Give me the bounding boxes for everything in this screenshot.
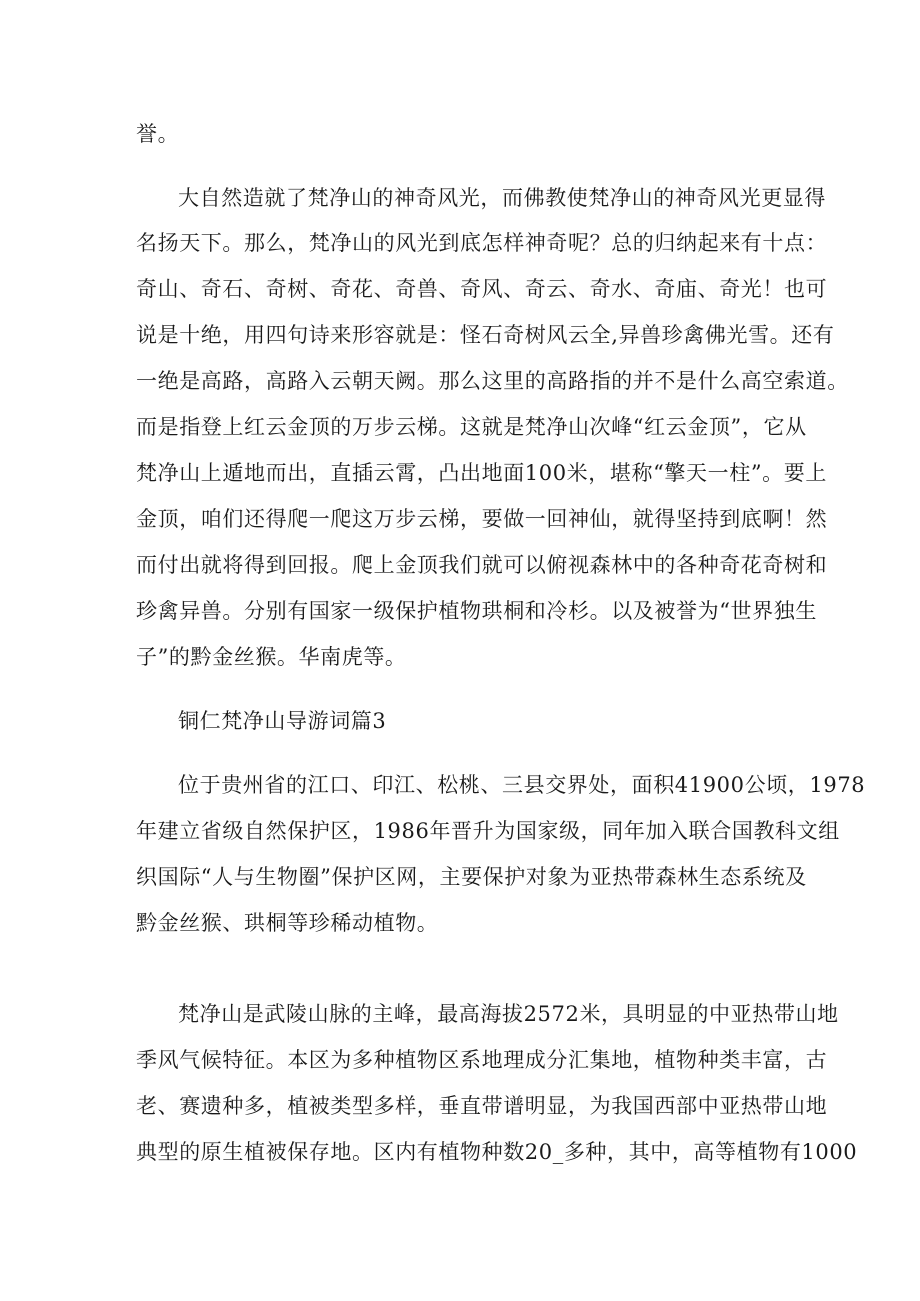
paragraph-2-line-11: 子”的黔金丝猴。华南虎等。 (136, 645, 407, 669)
paragraph-3-line-3: 织国际“人与生物圈”保护区网，主要保护对象为亚热带森林生态系统及 (136, 865, 807, 889)
paragraph-4-line-3: 老、赛遗种多，植被类型多样，垂直带谱明显，为我国西部中亚热带山地 (136, 1094, 828, 1118)
section-heading: 铜仁梵净山导游词篇3 (178, 709, 387, 733)
paragraph-2-line-10: 珍禽异兽。分别有国家一级保护植物珙桐和冷杉。以及被誉为“世界独生 (136, 599, 817, 623)
paragraph-2-line-9: 而付出就将得到回报。爬上金顶我们就可以俯视森林中的各种奇花奇树和 (136, 553, 828, 577)
paragraph-4-line-1: 梵净山是武陵山脉的主峰，最高海拔2572米，具明显的中亚热带山地 (178, 1002, 839, 1026)
paragraph-2-line-6: 而是指登上红云金顶的万步云梯。这就是梵净山次峰“红云金顶”，它从 (136, 415, 807, 439)
paragraph-4-line-4: 典型的原生植被保存地。区内有植物种数20_多种，其中，高等植物有1000 (136, 1140, 858, 1164)
paragraph-2-line-5: 一绝是高路，高路入云朝天阙。那么这里的高路指的并不是什么高空索道。 (136, 369, 849, 393)
paragraph-3-line-1: 位于贵州省的江口、印江、松桃、三县交界处，面积41900公顷，1978 (178, 773, 866, 797)
paragraph-2-line-8: 金顶，咱们还得爬一爬这万步云梯，要做一回神仙，就得坚持到底啊！然 (136, 507, 828, 531)
paragraph-3-line-2: 年建立省级自然保护区，1986年晋升为国家级，同年加入联合国教科文组 (136, 819, 840, 843)
paragraph-2-line-1: 大自然造就了梵净山的神奇风光，而佛教使梵净山的神奇风光更显得 (178, 186, 826, 210)
paragraph-2-line-2: 名扬天下。那么，梵净山的风光到底怎样神奇呢？总的归纳起来有十点： (136, 231, 828, 255)
paragraph-2-line-4: 说是十绝，用四句诗来形容就是：怪石奇树风云全,异兽珍禽佛光雪。还有 (136, 323, 835, 347)
paragraph-2-line-3: 奇山、奇石、奇树、奇花、奇兽、奇风、奇云、奇水、奇庙、奇光！也可 (136, 277, 828, 301)
paragraph-1-line-1: 誉。 (136, 122, 180, 146)
paragraph-4-line-2: 季风气候特征。本区为多种植物区系地理成分汇集地，植物种类丰富，古 (136, 1048, 828, 1072)
paragraph-2-line-7: 梵净山上遁地而出，直插云霄，凸出地面100米，堪称“擎天一柱”。要上 (136, 461, 827, 485)
paragraph-3-line-4: 黔金丝猴、珙桐等珍稀动植物。 (136, 911, 439, 935)
